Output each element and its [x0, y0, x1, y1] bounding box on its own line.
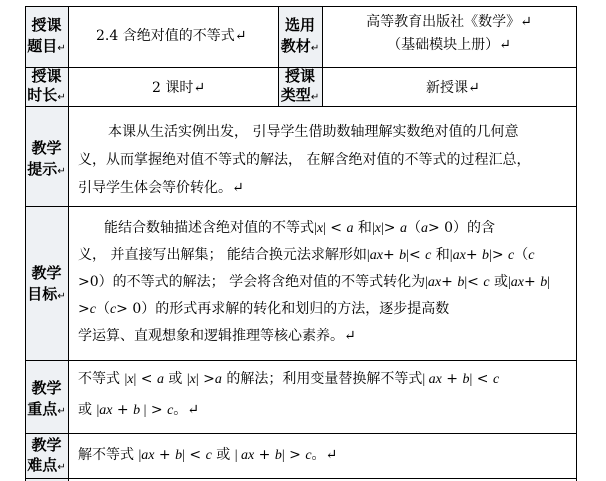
table-border: [25, 360, 577, 361]
teaching-goals-label: 教学 目标↵: [27, 264, 66, 303]
goals-line-2: 义， 并直接写出解集； 能结合换元法求解形如|ax+ b|< c 和|ax+ b|> c（c: [78, 247, 535, 263]
lesson-type-label: 授课 类型↵: [280, 67, 320, 104]
textbook-label: 选用 教材↵: [280, 16, 320, 55]
teaching-goals-text: [78, 215, 550, 350]
table-border: [25, 433, 577, 434]
teaching-tips-text: 本课从生活实例出发， 引导学生借助数轴理解实数绝对值的几何意 义，从而掌握绝对值不等式的解法， 在解含绝对值的不等式的过程汇总， 引导学生体会等价转化。↵: [78, 124, 531, 196]
table-border: [25, 206, 577, 207]
course-title-value: 2.4 含绝对值的不等式↵: [96, 28, 247, 44]
goals-line-3: >0）的不等式的解法； 学会将含绝对值的不等式转化为|ax+ b|< c 或|ax+ b|: [78, 274, 551, 290]
teaching-key-points-text: [78, 364, 499, 426]
lesson-type-value: 新授课↵: [426, 80, 480, 96]
key-points-line-1: 不等式 |x| < a 或 |x| >a 的解法；利用变量替换解不等式| ax + b| < c: [78, 371, 500, 387]
teaching-key-points-label: 教学 重点↵: [27, 379, 66, 418]
key-points-line-2: 或 |ax + b | > c。↵: [78, 402, 200, 418]
duration-label: 授课 时长↵: [27, 67, 66, 104]
table-border: [68, 6, 69, 481]
goals-line-5: 学运算、直观想象和逻辑推理等核心素养。↵: [78, 328, 356, 344]
textbook-value: 高等教育出版社《数学》↵ （基础模块上册）↵: [366, 14, 532, 53]
goals-line-4: >c（c> 0）的形式再求解的转化和划归的方法，逐步提高数: [78, 301, 450, 317]
goals-line-1: 能结合数轴描述含绝对值的不等式|x| < a 和|x|> a（a> 0）的含: [104, 220, 496, 236]
duration-value: 2 课时↵: [152, 80, 206, 96]
table-border: [25, 478, 577, 479]
teaching-difficulty-text: 解不等式 |ax + b| < c 或 | ax + b| > c。↵: [78, 447, 338, 463]
teaching-difficulty-label: 教学 难点↵: [27, 436, 66, 474]
table-border: [25, 6, 577, 7]
course-title-label: 授课 题目↵: [27, 16, 66, 55]
table-border: [576, 6, 577, 481]
teaching-tips-label: 教学 提示↵: [27, 139, 66, 178]
